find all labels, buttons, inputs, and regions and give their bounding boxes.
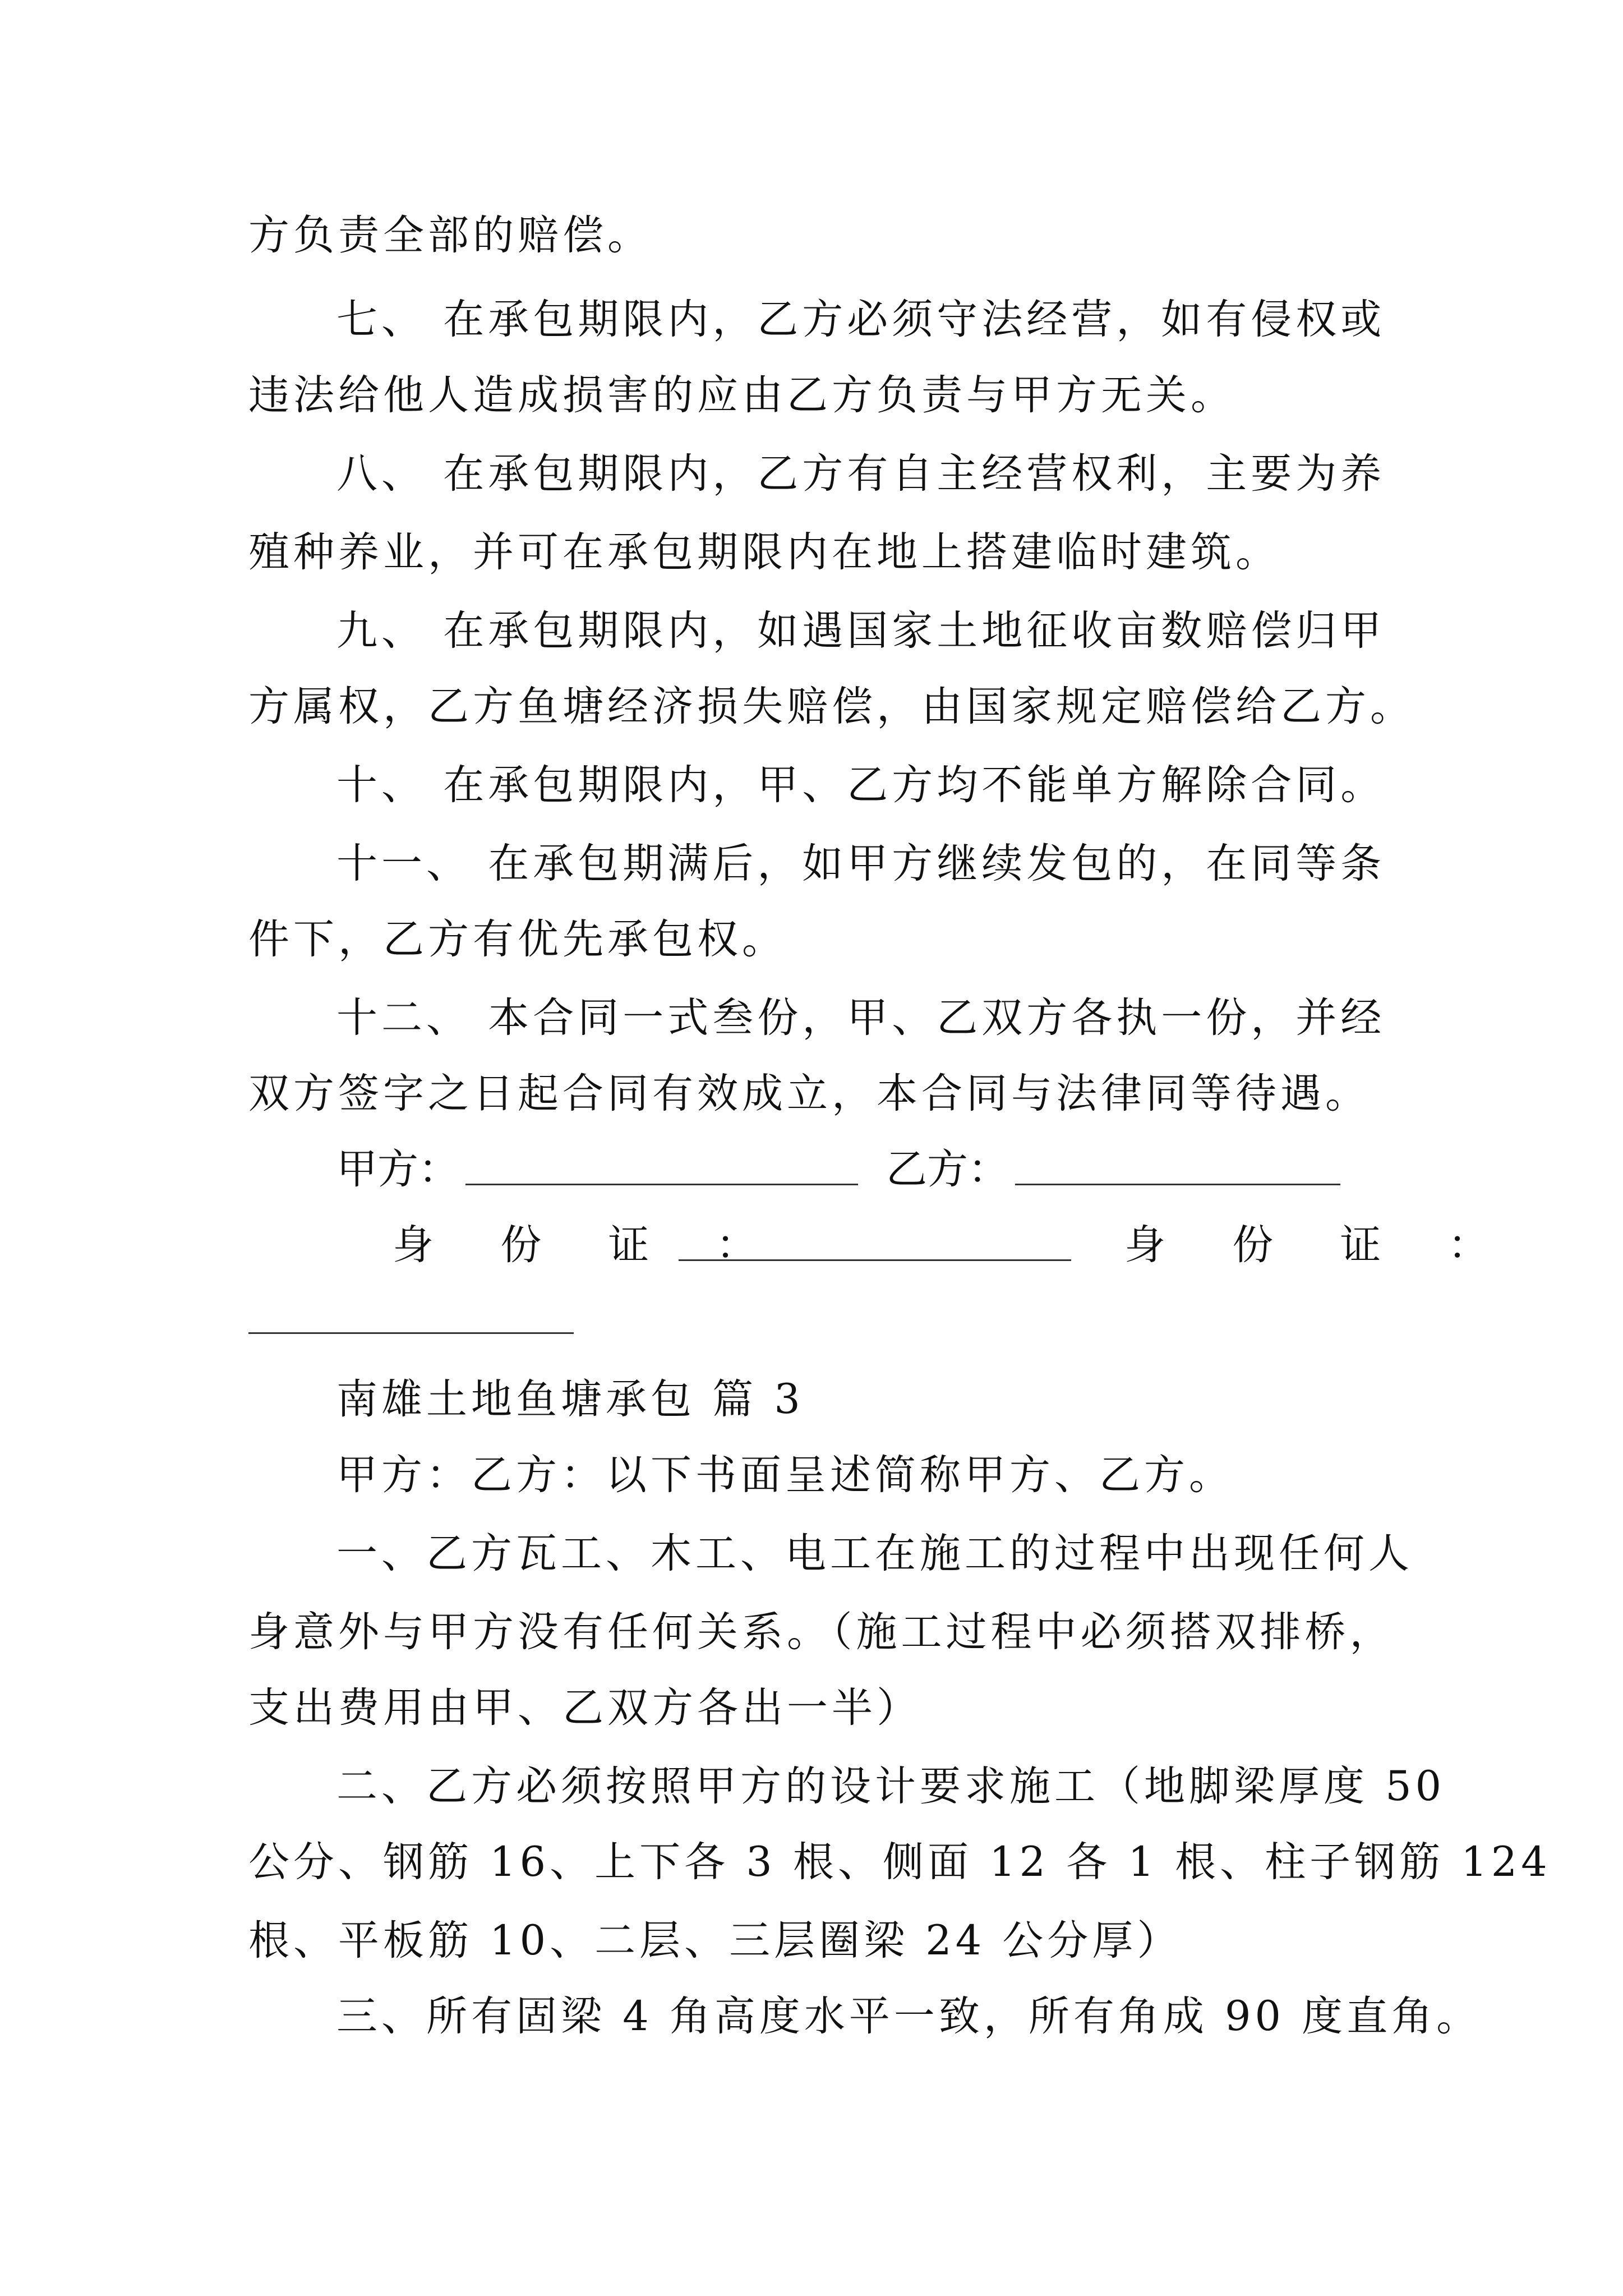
party-a-blank <box>465 1184 858 1185</box>
text-line: 根、平板筋 10、二层、三层圈梁 24 公分厚） <box>248 1917 1182 1964</box>
text-line: 违法给他人造成损害的应由乙方负责与甲方无关。 <box>248 371 1235 419</box>
section-title: 南雄土地鱼塘承包 篇 3 <box>336 1375 804 1423</box>
clause-2: 二、乙方必须按照甲方的设计要求施工（地脚梁厚度 50 <box>336 1763 1446 1810</box>
clause-11: 十一、 在承包期满后，如甲方继续发包的，在同等条 <box>336 840 1386 887</box>
party-a-label: 甲方： <box>336 1145 459 1193</box>
text-line: 身意外与甲方没有任何关系。（施工过程中必须搭双排桥， <box>248 1608 1395 1656</box>
clause-7: 七、 在承包期限内，乙方必须守法经营，如有侵权或 <box>336 296 1386 343</box>
text-line: 支出费用由甲、乙双方各出一半） <box>248 1684 921 1732</box>
text-line: 方负责全部的赔偿。 <box>248 211 652 259</box>
text-line: 公分、钢筋 16、上下各 3 根、侧面 12 各 1 根、柱子钢筋 124 <box>248 1838 1551 1886</box>
text-line: 殖种养业，并可在承包期限内在地上搭建临时建筑。 <box>248 528 1280 576</box>
text-line: 方属权，乙方鱼塘经济损失赔偿，由国家规定赔偿给乙方。 <box>248 683 1415 730</box>
clause-1: 一、乙方瓦工、木工、电工在施工的过程中出现任何人 <box>336 1530 1413 1577</box>
clause-8: 八、 在承包期限内，乙方有自主经营权利，主要为养 <box>336 450 1386 498</box>
party-b-label: 乙方： <box>886 1145 1009 1193</box>
text-line: 双方签字之日起合同有效成立，本合同与法律同等待遇。 <box>248 1070 1370 1117</box>
id-b-label: 身 份 证 ： <box>1124 1221 1516 1269</box>
id-a-label: 身 份 证 ： <box>393 1221 784 1269</box>
clause-10: 十、 在承包期限内，甲、乙方均不能单方解除合同。 <box>336 761 1386 809</box>
clause-9: 九、 在承包期限内，如遇国家土地征收亩数赔偿归甲 <box>336 607 1386 655</box>
id-a-blank <box>679 1259 1071 1261</box>
parties-line: 甲方：乙方：以下书面呈述简称甲方、乙方。 <box>336 1451 1234 1499</box>
id-b-blank <box>248 1332 574 1334</box>
text-line: 件下，乙方有优先承包权。 <box>248 915 787 963</box>
clause-3: 三、所有固梁 4 角高度水平一致，所有角成 90 度直角。 <box>336 1993 1482 2040</box>
party-b-blank <box>1015 1184 1340 1185</box>
clause-12: 十二、 本合同一式叁份，甲、乙双方各执一份，并经 <box>336 994 1386 1042</box>
